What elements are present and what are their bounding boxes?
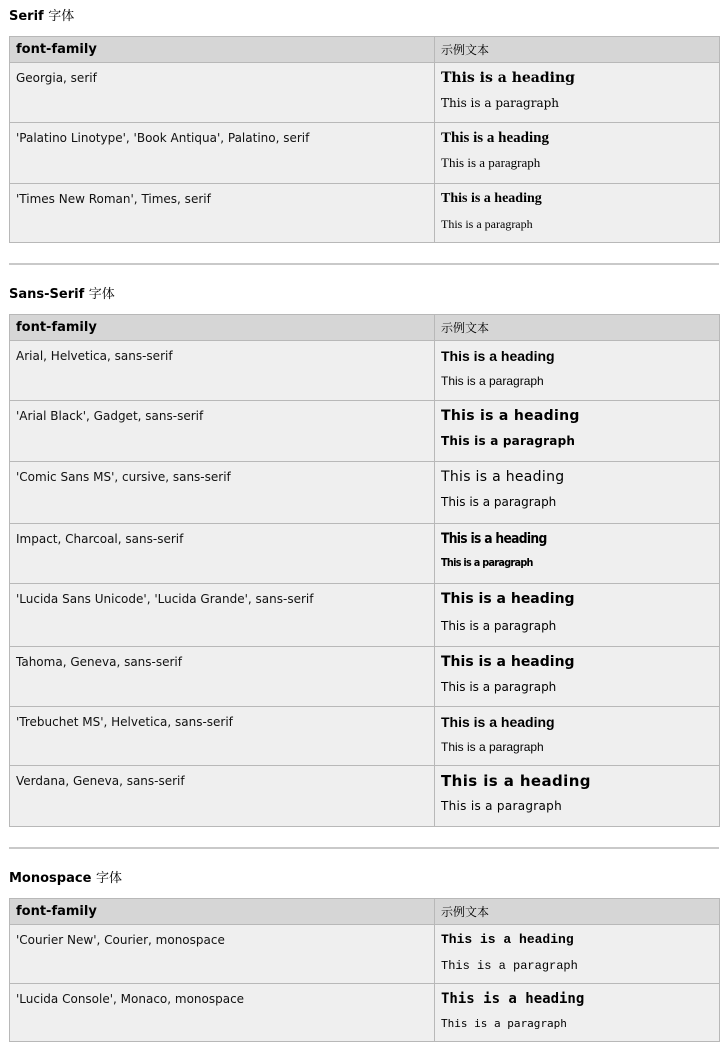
- table-row: [10, 524, 720, 584]
- sample-paragraph: This is a paragraph: [441, 434, 576, 448]
- font-family-cell: Georgia, serif: [10, 63, 435, 123]
- section-title-text: Sans-Serif: [9, 287, 85, 302]
- table-row: [10, 123, 720, 184]
- sample-paragraph: This is a paragraph: [441, 556, 533, 569]
- sample-text-cell: [435, 123, 720, 184]
- font-family-cell: 'Arial Black', Gadget, sans-serif: [10, 401, 435, 462]
- sample-paragraph: This is a paragraph: [441, 495, 557, 509]
- sample-heading: This is a heading: [441, 772, 591, 790]
- section-divider: [9, 847, 719, 849]
- font-family-cell: 'Trebuchet MS', Helvetica, sans-serif: [10, 707, 435, 766]
- section-title-serif: [9, 8, 74, 26]
- column-header-font-family: font-family: [10, 315, 435, 341]
- sample-text-cell: [435, 401, 720, 462]
- sample-text-cell: [435, 524, 720, 584]
- column-header-font-family: font-family: [10, 899, 435, 925]
- sample-heading: This is a heading: [441, 191, 542, 206]
- sample-text-cell: [435, 584, 720, 647]
- sample-paragraph: This is a paragraph: [441, 217, 533, 231]
- table-row: [10, 984, 720, 1042]
- table-row: [10, 766, 720, 827]
- sample-paragraph: This is a paragraph: [441, 1017, 567, 1030]
- sample-paragraph: This is a paragraph: [441, 799, 562, 813]
- font-family-cell: Impact, Charcoal, sans-serif: [10, 524, 435, 584]
- sample-text-cell: [435, 766, 720, 827]
- sample-heading: This is a heading: [441, 932, 574, 947]
- column-header-sample-text: 示例文本: [435, 37, 720, 63]
- sample-text-cell: [435, 63, 720, 123]
- sample-paragraph: This is a paragraph: [441, 155, 541, 170]
- sample-text-cell: [435, 647, 720, 707]
- sample-text-cell: [435, 341, 720, 401]
- table-row: [10, 707, 720, 766]
- section-title-suffix: 字体: [95, 871, 122, 886]
- font-family-cell: 'Lucida Sans Unicode', 'Lucida Grande', sans-serif: [10, 584, 435, 647]
- table-row: [10, 462, 720, 524]
- sans-serif-font-table: [9, 314, 720, 827]
- section-title-sans-serif: [9, 286, 115, 304]
- table-row: [10, 647, 720, 707]
- section-title-monospace: [9, 870, 122, 888]
- section-divider: [9, 263, 719, 265]
- sample-paragraph: This is a paragraph: [441, 740, 544, 754]
- sample-heading: This is a heading: [441, 130, 549, 146]
- font-family-cell: 'Comic Sans MS', cursive, sans-serif: [10, 462, 435, 524]
- sample-heading: This is a heading: [441, 408, 580, 424]
- font-family-cell: 'Lucida Console', Monaco, monospace: [10, 984, 435, 1042]
- table-header-row: [10, 37, 720, 63]
- table-row: [10, 184, 720, 243]
- column-header-font-family: font-family: [10, 37, 435, 63]
- sample-text-cell: [435, 462, 720, 524]
- table-row: [10, 63, 720, 123]
- sample-heading: This is a heading: [441, 654, 575, 670]
- font-family-cell: 'Times New Roman', Times, serif: [10, 184, 435, 243]
- section-title-text: Serif: [9, 9, 44, 24]
- sample-paragraph: This is a paragraph: [441, 374, 544, 388]
- monospace-font-table: [9, 898, 720, 1042]
- table-header-row: [10, 899, 720, 925]
- font-family-cell: Arial, Helvetica, sans-serif: [10, 341, 435, 401]
- sample-heading: This is a heading: [441, 591, 575, 607]
- sample-paragraph: This is a paragraph: [441, 959, 578, 973]
- table-row: [10, 401, 720, 462]
- section-title-suffix: 字体: [88, 287, 115, 302]
- font-family-cell: 'Courier New', Courier, monospace: [10, 925, 435, 984]
- column-header-sample-text: 示例文本: [435, 899, 720, 925]
- sample-heading: This is a heading: [441, 991, 585, 1007]
- sample-text-cell: [435, 984, 720, 1042]
- section-title-text: Monospace: [9, 871, 92, 886]
- table-row: [10, 341, 720, 401]
- sample-heading: This is a heading: [441, 70, 575, 86]
- sample-heading: This is a heading: [441, 531, 547, 547]
- column-header-sample-text: 示例文本: [435, 315, 720, 341]
- sample-heading: This is a heading: [441, 714, 555, 730]
- sample-heading: This is a heading: [441, 348, 555, 364]
- sample-paragraph: This is a paragraph: [441, 96, 560, 110]
- sample-paragraph: This is a paragraph: [441, 619, 557, 633]
- sample-text-cell: [435, 707, 720, 766]
- serif-font-table: [9, 36, 720, 243]
- sample-text-cell: [435, 925, 720, 984]
- section-title-suffix: 字体: [48, 9, 75, 24]
- font-family-cell: 'Palatino Linotype', 'Book Antiqua', Palatino, serif: [10, 123, 435, 184]
- table-row: [10, 925, 720, 984]
- table-header-row: [10, 315, 720, 341]
- sample-paragraph: This is a paragraph: [441, 680, 557, 694]
- font-family-cell: Verdana, Geneva, sans-serif: [10, 766, 435, 827]
- sample-text-cell: [435, 184, 720, 243]
- sample-heading: This is a heading: [441, 469, 565, 485]
- font-family-cell: Tahoma, Geneva, sans-serif: [10, 647, 435, 707]
- table-row: [10, 584, 720, 647]
